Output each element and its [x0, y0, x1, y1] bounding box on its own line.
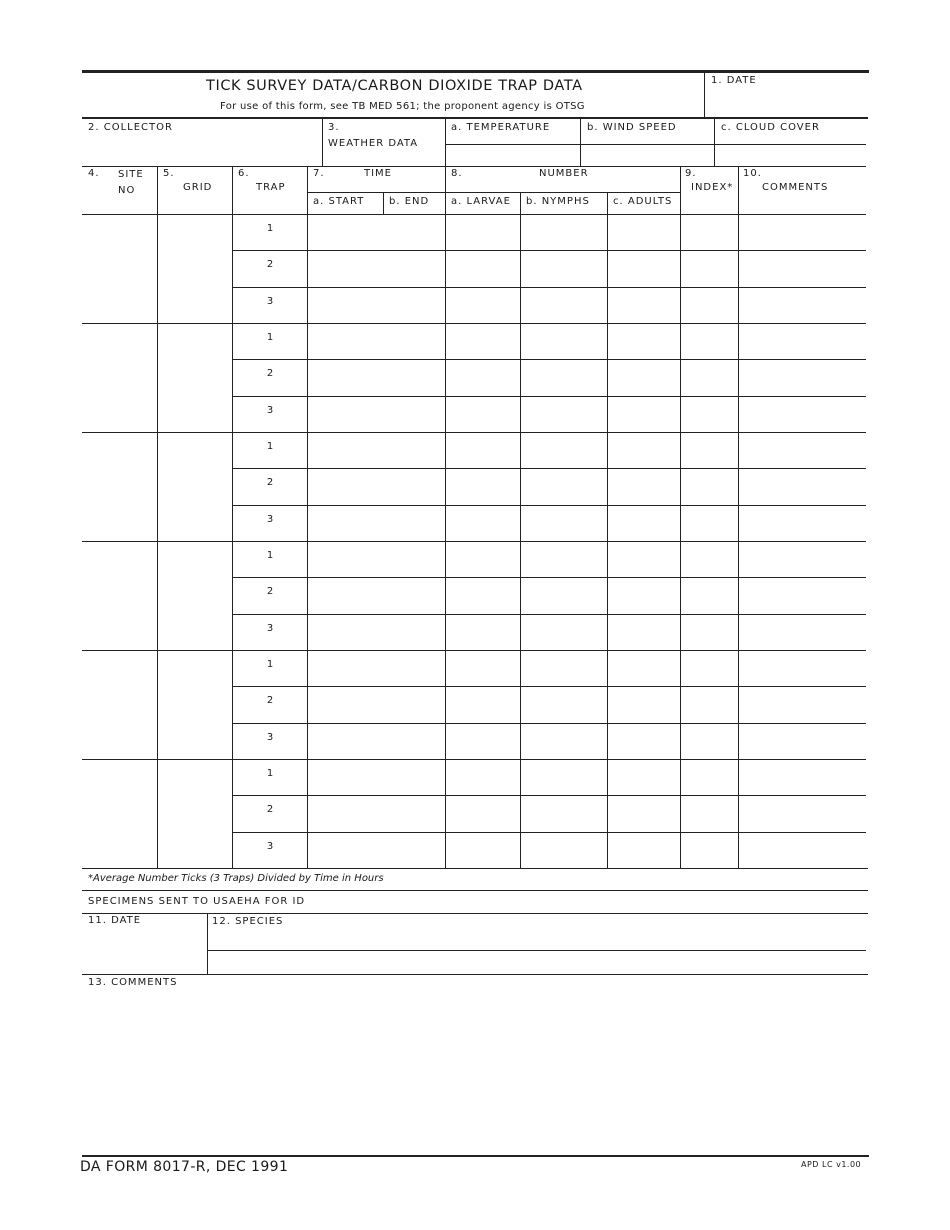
index-cell[interactable] [681, 542, 738, 577]
adults-cell[interactable] [608, 215, 680, 250]
nymphs-label: b. NYMPHS [526, 196, 590, 207]
site-no-cell[interactable] [82, 651, 157, 759]
comments-label: 13. COMMENTS [88, 977, 178, 988]
trap-number: 2 [266, 695, 274, 707]
number-label: NUMBER [539, 168, 589, 179]
nymphs-cell[interactable] [521, 578, 607, 613]
adults-cell[interactable] [608, 651, 680, 686]
index-cell[interactable] [681, 687, 738, 722]
weather-number: 3. [328, 122, 340, 133]
site-no-cell[interactable] [82, 542, 157, 650]
trap-number: 2 [266, 368, 274, 380]
collector-label: 2. COLLECTOR [88, 122, 173, 133]
comments-cell[interactable] [739, 469, 866, 504]
nymphs-cell[interactable] [521, 724, 607, 759]
species-field-line2[interactable] [208, 951, 866, 972]
top-rule [82, 70, 869, 73]
comments-cell[interactable] [739, 760, 866, 795]
comments-cell[interactable] [739, 724, 866, 759]
larvae-cell[interactable] [446, 469, 520, 504]
time-cell[interactable] [308, 796, 445, 831]
time-cell[interactable] [308, 833, 445, 868]
index-label: INDEX* [691, 182, 734, 193]
larvae-label: a. LARVAE [451, 196, 511, 207]
larvae-cell[interactable] [446, 833, 520, 868]
adults-cell[interactable] [608, 469, 680, 504]
header-top-rule [82, 166, 866, 167]
trap-number: 1 [266, 658, 274, 670]
larvae-cell[interactable] [446, 251, 520, 286]
date-label: 1. DATE [711, 75, 757, 86]
comments-cell[interactable] [739, 615, 866, 650]
index-cell[interactable] [681, 796, 738, 831]
start-label: a. START [313, 196, 365, 207]
larvae-cell[interactable] [446, 542, 520, 577]
trap-number: 1 [266, 223, 274, 234]
comments-field[interactable] [82, 992, 868, 1152]
larvae-cell[interactable] [446, 215, 520, 250]
trap-label: TRAP [256, 182, 286, 193]
grid-cell[interactable] [158, 324, 232, 432]
trap-number: 1 [266, 549, 274, 561]
form-subtitle: For use of this form, see TB MED 561; the proponent agency is OTSG [220, 101, 585, 112]
comments-cell[interactable] [739, 651, 866, 686]
weather-top-rule [82, 117, 868, 119]
comments-cell[interactable] [739, 687, 866, 722]
form-title: TICK SURVEY DATA/CARBON DIOXIDE TRAP DATA [206, 78, 583, 94]
adults-label: c. ADULTS [613, 196, 673, 207]
index-cell[interactable] [681, 760, 738, 795]
index-cell[interactable] [681, 651, 738, 686]
comments-cell[interactable] [739, 506, 866, 541]
larvae-cell[interactable] [446, 578, 520, 613]
index-cell[interactable] [681, 324, 738, 359]
adults-cell[interactable] [608, 724, 680, 759]
trap-number: 1 [266, 440, 274, 452]
nymphs-cell[interactable] [521, 506, 607, 541]
trap-number: 2 [266, 477, 274, 489]
weather-data-label: WEATHER DATA [328, 138, 419, 149]
species-label: 12. SPECIES [212, 916, 284, 927]
larvae-cell[interactable] [446, 615, 520, 650]
nymphs-cell[interactable] [521, 651, 607, 686]
index-footnote: *Average Number Ticks (3 Traps) Divided by Time in Hours [88, 873, 384, 884]
nymphs-cell[interactable] [521, 360, 607, 395]
adults-cell[interactable] [608, 760, 680, 795]
index-cell[interactable] [681, 615, 738, 650]
larvae-cell[interactable] [446, 324, 520, 359]
comments-cell[interactable] [739, 833, 866, 868]
comments-cell[interactable] [739, 215, 866, 250]
time-cell[interactable] [308, 651, 445, 686]
adults-cell[interactable] [608, 687, 680, 722]
time-cell[interactable] [308, 433, 445, 468]
nymphs-cell[interactable] [521, 760, 607, 795]
nymphs-cell[interactable] [521, 833, 607, 868]
time-cell[interactable] [308, 542, 445, 577]
larvae-cell[interactable] [446, 397, 520, 432]
site-no-cell[interactable] [82, 433, 157, 541]
larvae-cell[interactable] [446, 288, 520, 323]
larvae-cell[interactable] [446, 687, 520, 722]
trap-number: 3 [266, 295, 274, 307]
cloud-cover-field[interactable] [715, 145, 866, 166]
trap-number: 3 [266, 840, 274, 852]
trap-number: 2 [266, 586, 274, 598]
comments-cell[interactable] [739, 397, 866, 432]
adults-cell[interactable] [608, 324, 680, 359]
trap-number: 3 [266, 513, 274, 525]
comments-cell[interactable] [739, 542, 866, 577]
grid-cell[interactable] [158, 215, 232, 323]
trap-number: 3 [266, 622, 274, 634]
site-no-label: SITE [118, 169, 144, 180]
date-field[interactable] [705, 88, 867, 117]
specimens-heading: SPECIMENS SENT TO USAEHA FOR ID [88, 896, 306, 907]
index-cell[interactable] [681, 215, 738, 250]
time-cell[interactable] [308, 288, 445, 323]
collector-field[interactable] [82, 136, 322, 166]
index-cell[interactable] [681, 506, 738, 541]
nymphs-cell[interactable] [521, 615, 607, 650]
trap-number: 3 [266, 404, 274, 416]
grid-cell[interactable] [158, 433, 232, 541]
comments-cell[interactable] [739, 796, 866, 831]
comments-cell[interactable] [739, 578, 866, 613]
index-cell[interactable] [681, 360, 738, 395]
comments-cell[interactable] [739, 433, 866, 468]
adults-cell[interactable] [608, 615, 680, 650]
nymphs-cell[interactable] [521, 687, 607, 722]
nymphs-cell[interactable] [521, 215, 607, 250]
trap-number: 2 [266, 259, 274, 271]
adults-cell[interactable] [608, 542, 680, 577]
larvae-cell[interactable] [446, 760, 520, 795]
index-cell[interactable] [681, 578, 738, 613]
grid-cell[interactable] [158, 651, 232, 759]
site-no-cell[interactable] [82, 324, 157, 432]
larvae-cell[interactable] [446, 433, 520, 468]
comments-col-label: COMMENTS [762, 182, 829, 193]
nymphs-cell[interactable] [521, 324, 607, 359]
temperature-field[interactable] [446, 145, 580, 166]
larvae-cell[interactable] [446, 724, 520, 759]
wind-speed-field[interactable] [581, 145, 714, 166]
comments-cell[interactable] [739, 324, 866, 359]
nymphs-cell[interactable] [521, 397, 607, 432]
larvae-cell[interactable] [446, 360, 520, 395]
time-cell[interactable] [308, 360, 445, 395]
time-cell[interactable] [308, 760, 445, 795]
adults-cell[interactable] [608, 360, 680, 395]
specimen-date-field[interactable] [82, 928, 206, 972]
time-cell[interactable] [308, 324, 445, 359]
index-cell[interactable] [681, 724, 738, 759]
adults-cell[interactable] [608, 833, 680, 868]
end-label: b. END [389, 196, 430, 207]
index-cell[interactable] [681, 433, 738, 468]
trap-number: 2 [266, 804, 274, 816]
adults-cell[interactable] [608, 578, 680, 613]
larvae-cell[interactable] [446, 651, 520, 686]
adults-cell[interactable] [608, 288, 680, 323]
nymphs-cell[interactable] [521, 542, 607, 577]
nymphs-cell[interactable] [521, 251, 607, 286]
adults-cell[interactable] [608, 251, 680, 286]
temperature-label: a. TEMPERATURE [451, 122, 551, 133]
index-cell[interactable] [681, 397, 738, 432]
trap-number: 3 [266, 731, 274, 743]
index-cell[interactable] [681, 833, 738, 868]
adults-cell[interactable] [608, 506, 680, 541]
form-version: APD LC v1.00 [801, 1160, 862, 1169]
larvae-cell[interactable] [446, 796, 520, 831]
grid-cell[interactable] [158, 542, 232, 650]
trap-number: 1 [266, 331, 274, 343]
index-cell[interactable] [681, 469, 738, 504]
footer-rule [82, 1155, 869, 1157]
index-cell[interactable] [681, 251, 738, 286]
time-cell[interactable] [308, 506, 445, 541]
larvae-cell[interactable] [446, 506, 520, 541]
time-cell[interactable] [308, 397, 445, 432]
specimen-date-label: 11. DATE [88, 915, 142, 926]
adults-cell[interactable] [608, 433, 680, 468]
nymphs-cell[interactable] [521, 796, 607, 831]
adults-cell[interactable] [608, 796, 680, 831]
time-label: TIME [364, 168, 393, 179]
comments-cell[interactable] [739, 251, 866, 286]
wind-speed-label: b. WIND SPEED [587, 122, 677, 133]
time-cell[interactable] [308, 215, 445, 250]
time-cell[interactable] [308, 251, 445, 286]
nymphs-cell[interactable] [521, 469, 607, 504]
adults-cell[interactable] [608, 397, 680, 432]
site-no-cell[interactable] [82, 760, 157, 868]
cloud-cover-label: c. CLOUD COVER [721, 122, 820, 133]
comments-cell[interactable] [739, 288, 866, 323]
form-number: DA FORM 8017-R, DEC 1991 [80, 1159, 289, 1175]
comments-cell[interactable] [739, 360, 866, 395]
time-cell[interactable] [308, 578, 445, 613]
trap-number: 1 [266, 767, 274, 779]
nymphs-cell[interactable] [521, 288, 607, 323]
index-cell[interactable] [681, 288, 738, 323]
time-cell[interactable] [308, 724, 445, 759]
grid-cell[interactable] [158, 760, 232, 868]
nymphs-cell[interactable] [521, 433, 607, 468]
time-cell[interactable] [308, 687, 445, 722]
species-field-line1[interactable] [208, 930, 866, 949]
site-no-cell[interactable] [82, 215, 157, 323]
time-cell[interactable] [308, 615, 445, 650]
time-cell[interactable] [308, 469, 445, 504]
grid-label: GRID [183, 182, 213, 193]
